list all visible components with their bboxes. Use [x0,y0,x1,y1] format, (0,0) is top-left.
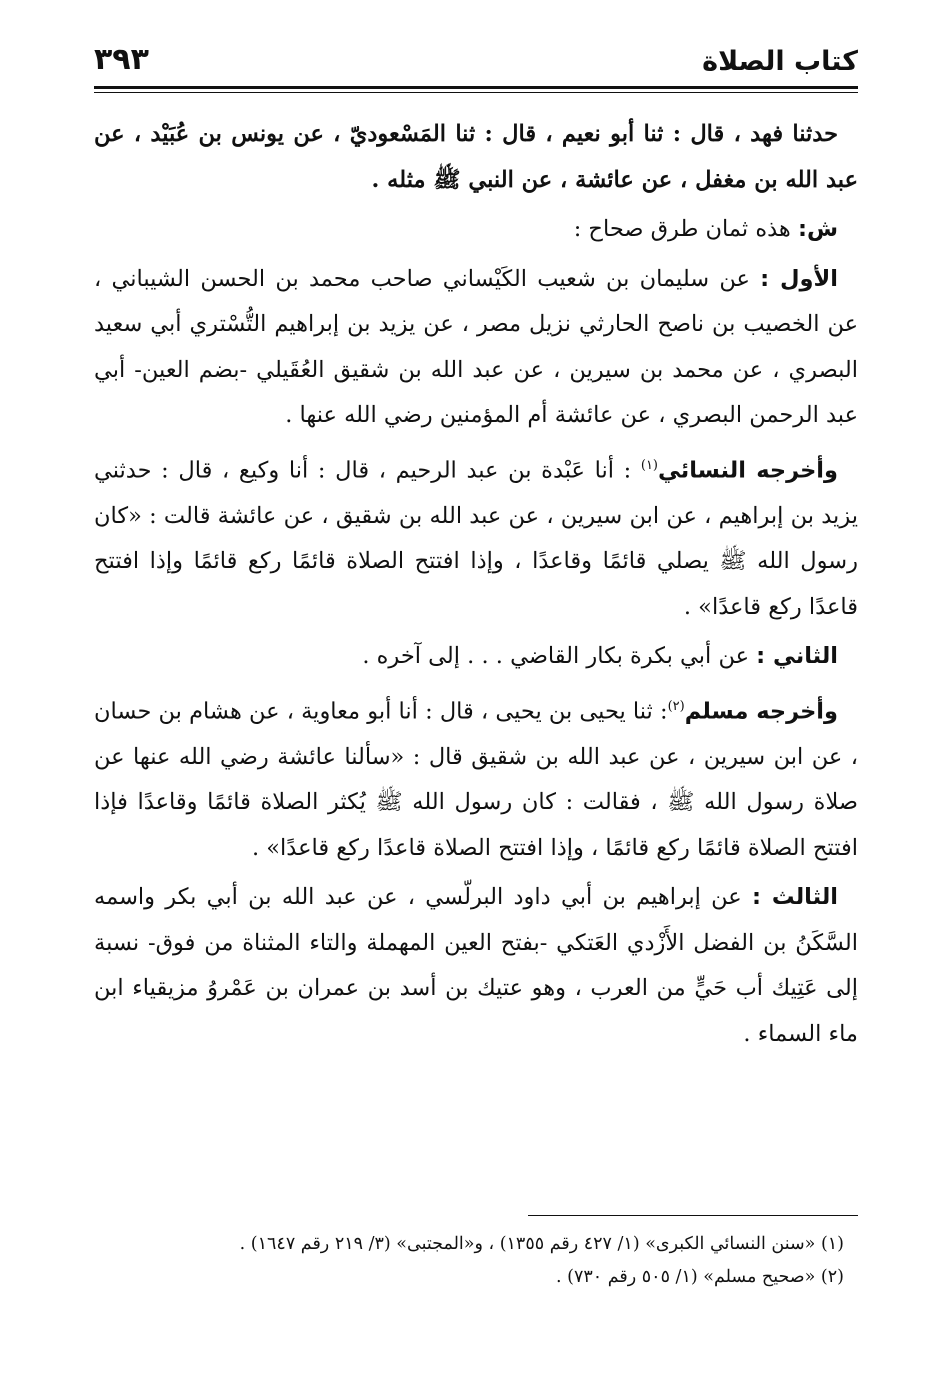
page-number: ٣٩٣ [94,42,149,77]
header-rule-thin [94,92,858,93]
paragraph-hadith: حدثنا فهد ، قال : ثنا أبو نعيم ، قال : ثنا المَسْعوديّ ، عن يونس بن عُبَيْد ، عن عبد الله بن مغفل ، عن عائشة ، عن النبي ﷺ مثله . [94,121,858,193]
second-route-text: عن أبي بكرة بكار القاضي . . . إلى آخره . [362,643,757,669]
header-rule-thick [94,86,858,89]
paragraph-third-route [94,875,858,1057]
commentary-text: هذه ثمان طرق صحاح : [573,216,798,242]
footnote-separator [528,1215,858,1216]
second-route-label: الثاني : [756,643,838,669]
footnote-2: (٢) «صحيح مسلم» (١/ ٥٠٥ رقم ٧٣٠) . [556,1267,844,1287]
paragraph-commentary [94,207,858,253]
footnote-ref-1[interactable]: (١) [640,457,658,473]
chapter-title: كتاب الصلاة [702,46,858,77]
paragraph-muslim [94,684,858,872]
page-header [94,42,858,82]
footnote-ref-2[interactable]: (٢) [667,698,685,714]
paragraph-second-route [94,634,858,680]
nasai-label: وأخرجه النسائي [658,457,838,483]
footnote-1: (١) «سنن النسائي الكبرى» (١/ ٤٢٧ رقم ١٣٥٥) ، و«المجتبى» (٣/ ٢١٩ رقم ١٦٤٧) . [239,1234,844,1254]
third-route-text: عن إبراهيم بن أبي داود البرلّسي ، عن عبد الله بن أبي بكر واسمه السَّكَنُ بن الفضل الأَزْدي العَتكي -بفتح العين المهملة والتاء المثناة من فوق- نسبة إلى عَتِيك أب حَيٍّ من العرب ، وهو عتيك بن أسد بن عمران بن عَمْروُ مزيقياء ابن ماء السماء . [94,884,858,1047]
commentary-marker: ش: [797,216,838,242]
paragraph-nasai [94,443,858,631]
muslim-text: : ثنا يحيى بن يحيى ، قال : أنا أبو معاوية ، عن هشام بن حسان ، عن ابن سيرين ، عن عبد الله بن شقيق قال : «سألنا عائشة رضي الله عنها عن صلاة رسول الله ﷺ ، فقالت : كان رسول الله ﷺ يُكثر الصلاة قائمًا وقاعدًا فإذا افتتح الصلاة قائمًا ركع قائمًا ، وإذا افتتح الصلاة قاعدًا ركع قاعدًا» . [94,698,858,861]
third-route-label: الثالث : [751,884,838,910]
first-route-text: عن سليمان بن شعيب الكَيْساني صاحب محمد بن الحسن الشيباني ، عن الخصيب بن ناصح الحارثي نزيل مصر ، عن يزيد بن إبراهيم التُّسْتري أبي سعيد البصري ، عن محمد بن سيرين ، عن عبد الله بن شقيق العُقَيلي -بضم العين- أبي عبد الرحمن البصري ، عن عائشة أم المؤمنين رضي الله عنها . [94,265,858,428]
main-text [94,112,858,1061]
paragraph-first-route [94,257,858,439]
nasai-text: : أنا عَبْدة بن عبد الرحيم ، قال : أنا وكيع ، قال : حدثني يزيد بن إبراهيم ، عن ابن سيرين ، عن عبد الله بن شقيق ، عن عائشة قالت : «كان رسول الله ﷺ يصلي قائمًا وقاعدًا ، وإذا افتتح الصلاة قائمًا ركع قائمًا وإذا افتتح قاعدًا ركع قاعدًا» . [94,457,858,620]
muslim-label: وأخرجه مسلم [684,698,838,724]
footnotes [94,1228,858,1294]
first-route-label: الأول : [760,265,838,292]
